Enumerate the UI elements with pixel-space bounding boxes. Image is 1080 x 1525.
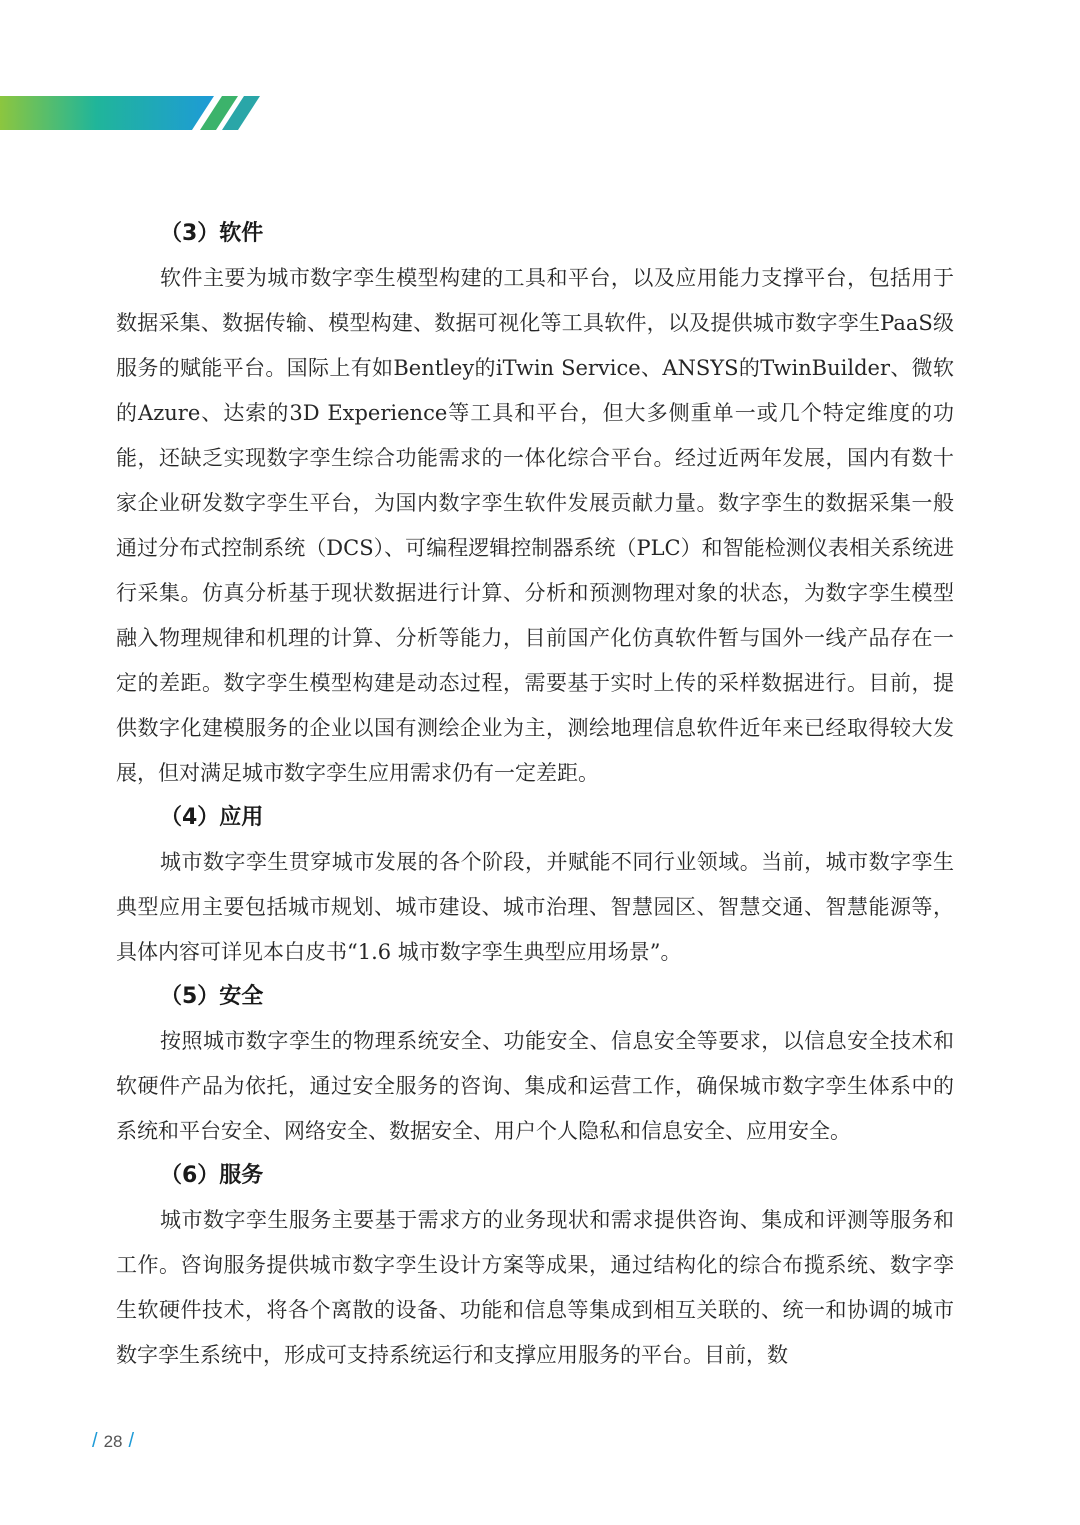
paragraph-application: 城市数字孪生贯穿城市发展的各个阶段，并赋能不同行业领域。当前，城市数字孪生典型应用主要包括城市规划、城市建设、城市治理、智慧园区、智慧交通、智慧能源等，具体内容可详见本白皮书“1.6 城市数字孪生典型应用场景”。	[116, 850, 954, 964]
footer-slash-left-icon: /	[92, 1430, 98, 1452]
paragraph-software: 软件主要为城市数字孪生模型构建的工具和平台，以及应用能力支撑平台，包括用于数据采集、数据传输、模型构建、数据可视化等工具软件，以及提供城市数字孪生PaaS级服务的赋能平台。国际上有如Bentley的iTwin Service、ANSYS的TwinBuilder、微软的Azure、达索的3D Experience等工具和平台，但大多侧重单一或几个特定维度的功能，还缺乏实现数字孪生综合功能需求的一体化综合平台。经过近两年发展，国内有数十家企业研发数字孪生平台，为国内数字孪生软件发展贡献力量。数字孪生的数据采集一般通过分布式控制系统（DCS）、可编程逻辑控制器系统（PLC）和智能检测仪表相关系统进行采集。仿真分析基于现状数据进行计算、分析和预测物理对象的状态，为数字孪生模型融入物理规律和机理的计算、分析等能力，目前国产化仿真软件暂与国外一线产品存在一定的差距。数字孪生模型构建是动态过程，需要基于实时上传的采样数据进行。目前，提供数字化建模服务的企业以国有测绘企业为主，测绘地理信息软件近年来已经取得较大发展，但对满足城市数字孪生应用需求仍有一定差距。	[116, 266, 954, 785]
section-heading-service: （6）服务	[160, 1163, 264, 1188]
paragraph-service: 城市数字孪生服务主要基于需求方的业务现状和需求提供咨询、集成和评测等服务和工作。咨询服务提供城市数字孪生设计方案等成果，通过结构化的综合布揽系统、数字孪生软硬件技术，将各个离散的设备、功能和信息等集成到相互关联的、统一和协调的城市数字孪生系统中，形成可支持系统运行和支撑应用服务的平台。目前，数	[116, 1208, 954, 1367]
page-number: 28	[103, 1431, 123, 1451]
section-heading-application: （4）应用	[160, 805, 264, 830]
header-gradient-bar	[0, 96, 214, 130]
section-heading-security: （5）安全	[160, 984, 264, 1009]
footer-slash-right-icon: /	[128, 1430, 135, 1452]
header-decoration	[0, 96, 300, 130]
main-content	[116, 212, 954, 1378]
paragraph-security: 按照城市数字孪生的物理系统安全、功能安全、信息安全等要求，以信息安全技术和软硬件产品为依托，通过安全服务的咨询、集成和运营工作，确保城市数字孪生体系中的系统和平台安全、网络安全、数据安全、用户个人隐私和信息安全、应用安全。	[116, 1029, 954, 1143]
page-footer	[92, 1430, 134, 1453]
section-heading-software: （3）软件	[160, 221, 264, 246]
